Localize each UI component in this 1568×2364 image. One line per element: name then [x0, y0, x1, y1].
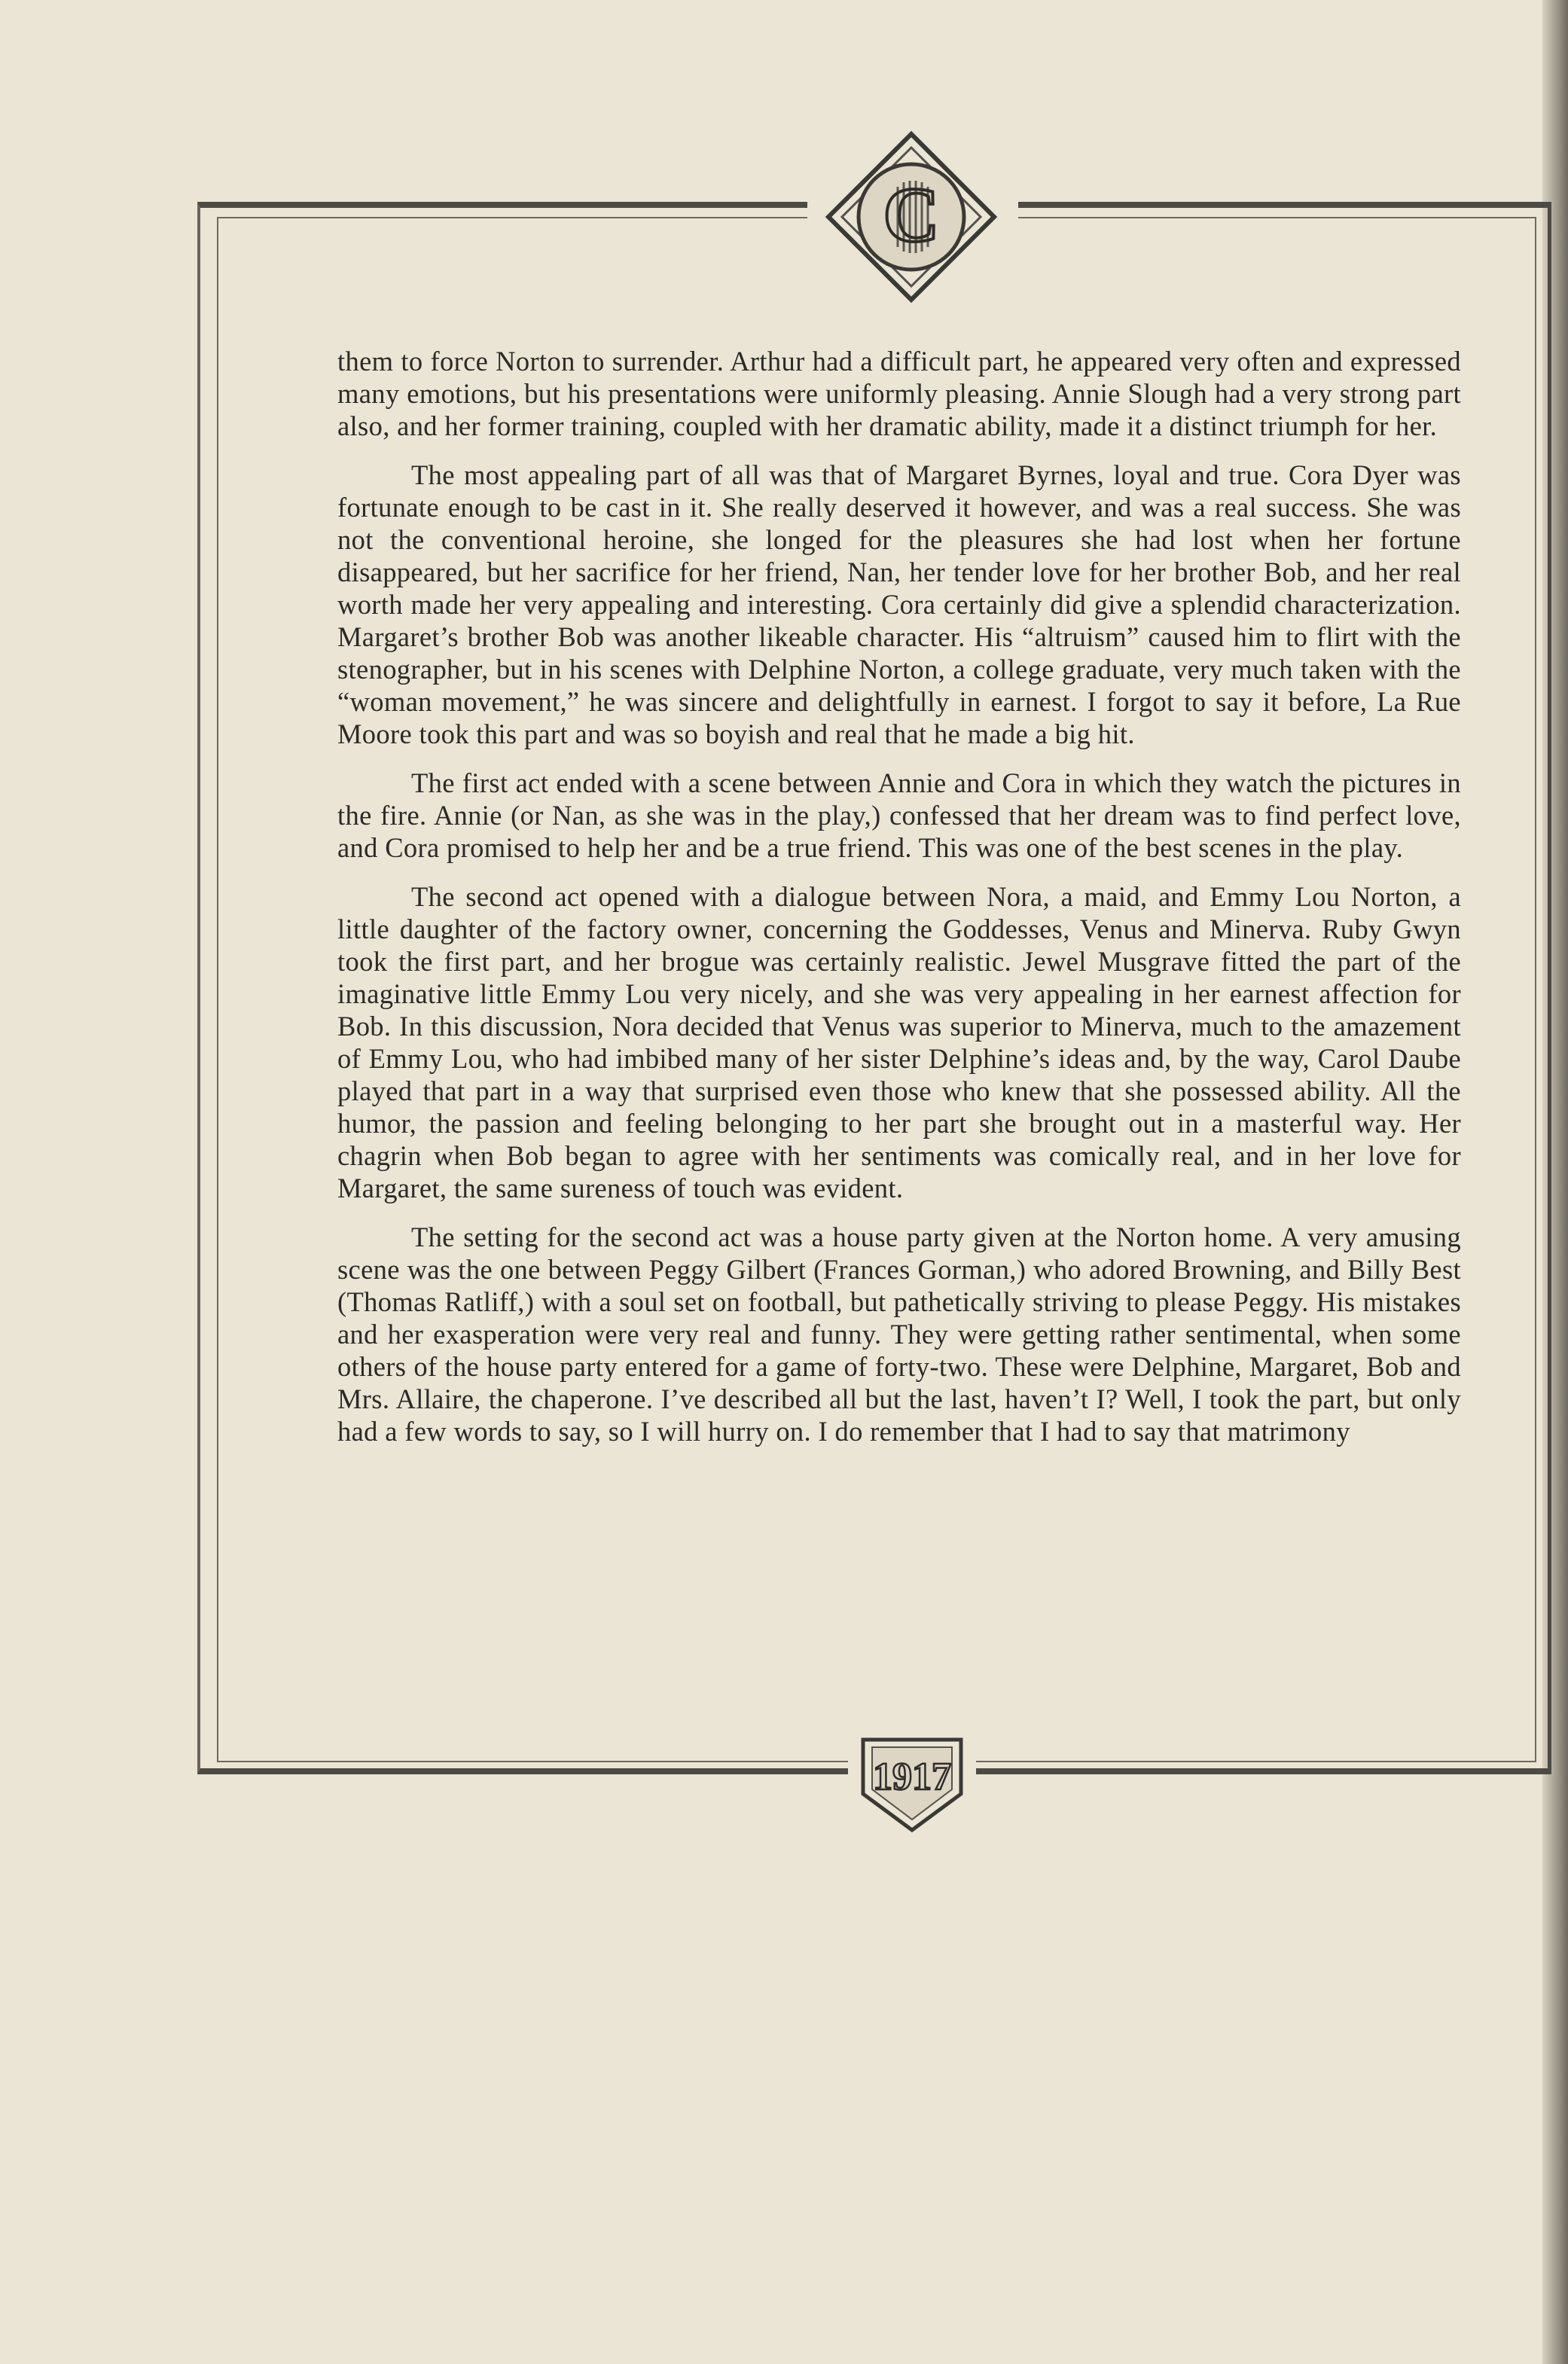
paragraph-3: The first act ended with a scene between Annie and Cora in which they watch the pictures in the fire. Annie (or Nan, as she was in the play,) confessed that her dream was to find perfect love, and Cora promised to help her and be a true friend. This was one of the best scenes in the play. — [337, 767, 1461, 863]
paragraph-2: The most appealing part of all was that of Margaret Byrnes, loyal and true. Cora Dyer was fortunate enough to be cast in it. She really deserved it however, and was a real success. She was not the conventional heroine, she longed for the pleasures she had lost when her fortune disappeared, but her sacrifice for her friend, Nan, her tender love for her brother Bob, and her real worth made her very appealing and interesting. Cora certainly did give a splendid characterization. Margaret’s brother Bob was another likeable character. His “altruism” caused him to flirt with the stenographer, but in his scenes with Delphine Norton, a college graduate, very much taken with the “woman movement,” he was sincere and delightfully in earnest. I forgot to say it before, La Rue Moore took this part and was so boyish and real that he made a big hit. — [337, 459, 1461, 749]
year-badge-text: 1917 — [873, 1755, 951, 1798]
paragraph-5: The setting for the second act was a house party given at the Norton home. A very amusing scene was the one between Peggy Gilbert (Frances Gorman,) who adored Browning, and Billy Best (Thomas Ratliff,) with a soul set on football, but pathetically striving to please Peggy. His mistakes and her exasperation were very real and funny. They were getting rather sentimental, when some others of the house party entered for a game of forty-two. These were Delphine, Margaret, Bob and Mrs. Allaire, the chaperone. I’ve described all but the last, haven’t I? Well, I took the part, but only had a few words to say, so I will hurry on. I do remember that I had to say that matrimony — [337, 1222, 1461, 1447]
paragraph-4: The second act opened with a dialogue between Nora, a maid, and Emmy Lou Norton, a little daughter of the factory owner, concerning the Goddesses, Venus and Minerva. Ruby Gwyn took the first part, and her brogue was certainly realistic. Jewel Musgrave fitted the part of the imaginative little Emmy Lou very nicely, and she was very appealing in her earnest affection for Bob. In this discussion, Nora decided that Venus was superior to Minerva, much to the amazement of Emmy Lou, who had imbibed many of her sister Delphine’s ideas and, by the way, Carol Daube played that part in a way that surprised even those who knew that she possessed ability. All the humor, the passion and feeling belonging to her part she brought out in a masterful way. Her chagrin when Bob began to agree with her sentiments was comically real, and in her love for Margaret, the same sureness of touch was evident. — [337, 881, 1461, 1203]
emblem-letter: C — [883, 172, 940, 258]
article-body — [337, 345, 1461, 1464]
year-badge-ornament — [848, 1725, 976, 1838]
paragraph-1: them to force Norton to surrender. Arthur had a difficult part, he appeared very often and expressed many emotions, but his presentations were uniformly pleasing. Annie Slough had a very strong part also, and her former training, coupled with her dramatic ability, made it a distinct triumph for her. — [337, 346, 1461, 441]
c-emblem-ornament — [813, 120, 1009, 316]
